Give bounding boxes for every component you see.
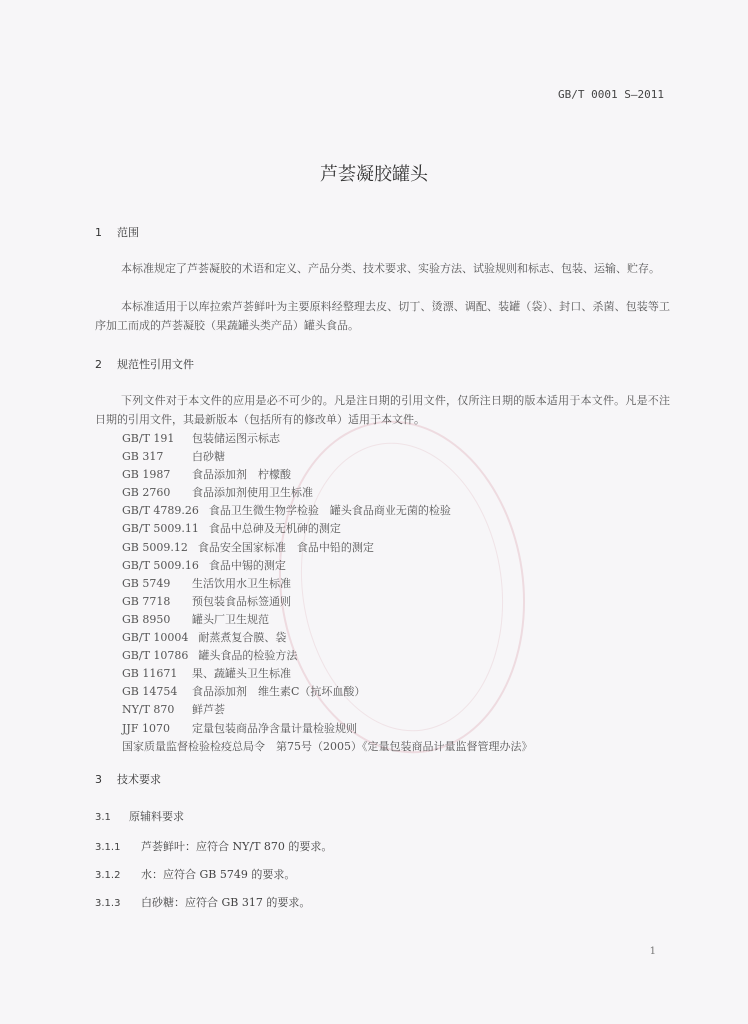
- reference-item: GB/T 4789.26 食品卫生微生物学检验 罐头食品商业无菌的检验: [122, 504, 451, 518]
- section-1-heading: 1 范围: [95, 226, 139, 239]
- reference-item: GB/T 10004 耐蒸煮复合膜、袋: [122, 631, 287, 645]
- reference-item: GB 317 白砂糖: [122, 450, 225, 464]
- reference-item: GB/T 5009.11 食品中总砷及无机砷的测定: [122, 522, 341, 536]
- reference-item: GB 5009.12 食品安全国家标准 食品中铅的测定: [122, 540, 374, 554]
- section-2-intro: 下列文件对于本文件的应用是必不可少的。凡是注日期的引用文件，仅所注日期的版本适用于本文件。凡是不注日期的引用文件，其最新版本（包括所有的修改单）适用于本文件。: [95, 394, 670, 426]
- reference-item: GB 14754 食品添加剂 维生素C（抗坏血酸）: [122, 685, 366, 699]
- section-1-para-2: 本标准适用于以库拉索芦荟鲜叶为主要原料经整理去皮、切丁、烫漂、调配、装罐（袋）、封口、杀菌、包装等工序加工而成的芦荟凝胶（果蔬罐头类产品）罐头食品。: [95, 300, 670, 332]
- reference-item-regulation: 国家质量监督检验检疫总局令 第75号（2005）《定量包装商品计量监督管理办法》: [122, 739, 533, 753]
- section-3-heading: 3 技术要求: [95, 773, 161, 786]
- subsection-3-1-heading: 3.1 原辅料要求: [95, 810, 184, 823]
- reference-item: NY/T 870 鲜芦荟: [122, 703, 225, 717]
- document-title: 芦荟凝胶罐头: [320, 164, 428, 185]
- reference-item: GB 2760 食品添加剂使用卫生标准: [122, 486, 313, 500]
- section-2-heading: 2 规范性引用文件: [95, 358, 194, 371]
- reference-list: [122, 430, 642, 756]
- reference-item: GB 8950 罐头厂卫生规范: [122, 612, 269, 626]
- section-1-para-1: 本标准规定了芦荟凝胶的术语和定义、产品分类、技术要求、实验方法、试验规则和标志、包装、运输、贮存。: [121, 262, 660, 275]
- page-number: 1: [649, 946, 656, 957]
- reference-item: GB 11671 果、蔬罐头卫生标准: [122, 667, 291, 681]
- reference-item: GB/T 10786 罐头食品的检验方法: [122, 649, 298, 663]
- standard-code: GB/T 0001 S—2011: [558, 88, 664, 101]
- reference-item: GB 7718 预包装食品标签通则: [122, 594, 291, 608]
- reference-item: GB 1987 食品添加剂 柠檬酸: [122, 468, 291, 482]
- reference-item: GB 5749 生活饮用水卫生标准: [122, 576, 291, 590]
- reference-item: GB/T 5009.16 食品中锡的测定: [122, 558, 286, 572]
- requirement-item: 3.1.1 芦荟鲜叶：应符合 NY/T 870 的要求。: [95, 840, 333, 853]
- reference-item: GB/T 191 包装储运图示标志: [122, 432, 280, 445]
- requirement-item: 3.1.2 水：应符合 GB 5749 的要求。: [95, 868, 296, 881]
- reference-item: JJF 1070 定量包装商品净含量计量检验规则: [122, 721, 357, 735]
- requirement-item: 3.1.3 白砂糖：应符合 GB 317 的要求。: [95, 896, 311, 909]
